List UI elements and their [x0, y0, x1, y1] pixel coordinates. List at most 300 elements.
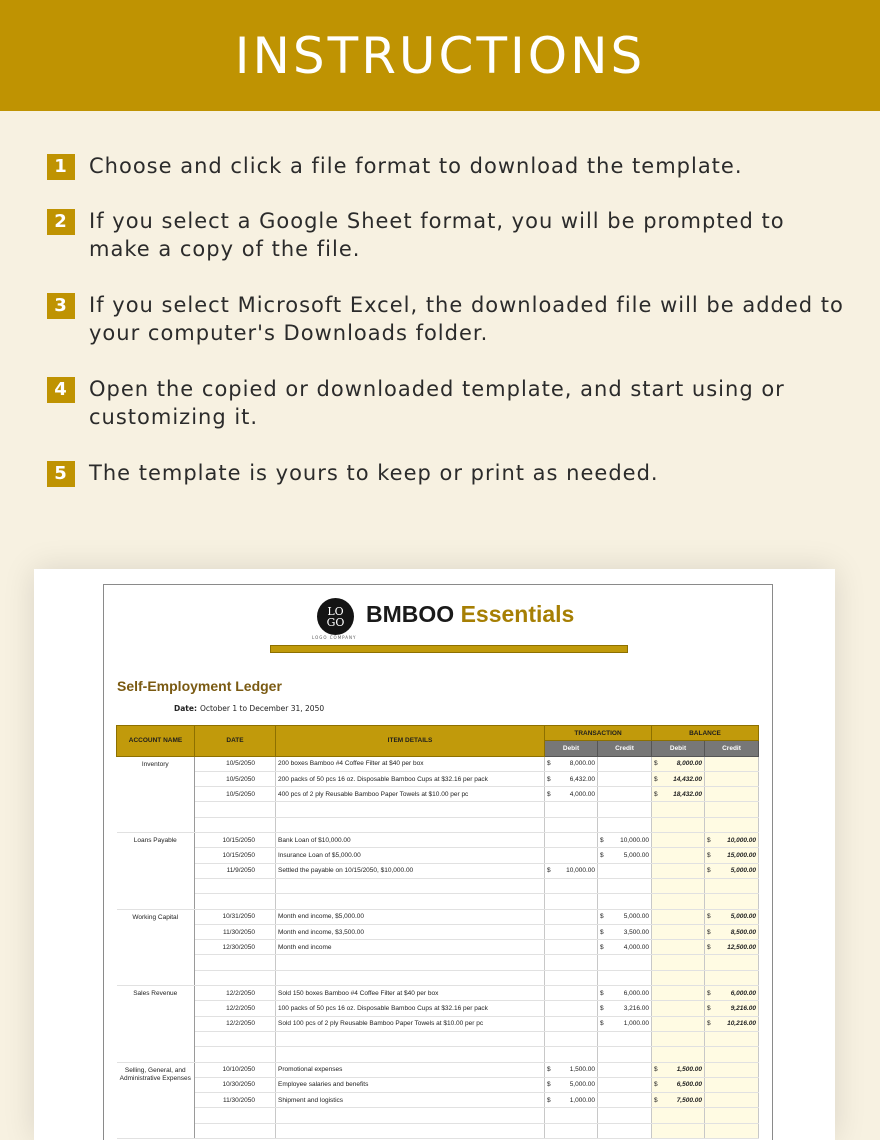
- step-5: [47, 459, 847, 487]
- table-row: [117, 924, 759, 939]
- balance-credit-cell: [705, 894, 759, 909]
- table-row: [117, 833, 759, 848]
- balance-debit-cell: [652, 771, 705, 786]
- transaction-debit-cell: [545, 986, 598, 1001]
- balance-credit-cell: [705, 1047, 759, 1062]
- date-cell: 11/30/2050: [195, 924, 276, 939]
- date-cell: [195, 1047, 276, 1062]
- item-details-cell: [276, 802, 545, 817]
- amount: 3,216.00: [623, 1004, 649, 1012]
- currency-symbol: $: [600, 836, 604, 844]
- item-details-cell: Insurance Loan of $5,000.00: [276, 848, 545, 863]
- amount: 6,432.00: [569, 775, 595, 783]
- currency-symbol: $: [600, 913, 604, 921]
- money-value: [547, 1066, 595, 1073]
- account-name-cell: Working Capital: [117, 909, 195, 985]
- balance-debit-cell: [652, 924, 705, 939]
- currency-symbol: $: [654, 760, 658, 768]
- balance-debit-cell: [652, 909, 705, 924]
- date-label: Date:: [174, 704, 197, 713]
- table-row: [117, 1062, 759, 1077]
- amount: 5,000.00: [623, 913, 649, 921]
- balance-credit-cell: [705, 1123, 759, 1138]
- date-cell: [195, 1031, 276, 1046]
- currency-symbol: $: [600, 852, 604, 860]
- date-cell: [195, 955, 276, 970]
- item-details-cell: [276, 817, 545, 832]
- date-cell: [195, 802, 276, 817]
- table-row: [117, 1108, 759, 1123]
- item-details-cell: [276, 955, 545, 970]
- transaction-debit-cell: [545, 1123, 598, 1138]
- money-value: [707, 913, 756, 920]
- item-details-cell: 200 boxes Bamboo #4 Coffee Filter at $40 per box: [276, 756, 545, 771]
- amount: 10,000.00: [620, 836, 649, 844]
- money-value: [707, 852, 756, 859]
- money-value: [600, 913, 649, 920]
- currency-symbol: $: [654, 1081, 658, 1089]
- table-row: [117, 1123, 759, 1138]
- brand-name: [366, 601, 574, 628]
- transaction-debit-cell: [545, 1047, 598, 1062]
- account-name-cell: Sales Revenue: [117, 986, 195, 1062]
- transaction-credit-cell: [598, 940, 652, 955]
- transaction-credit-cell: [598, 909, 652, 924]
- amount: 1,500.00: [676, 1066, 702, 1074]
- item-details-cell: 200 packs of 50 pcs 16 oz. Disposable Bamboo Cups at $32.16 per pack: [276, 771, 545, 786]
- date-cell: [195, 1108, 276, 1123]
- step-number-badge: 3: [47, 293, 75, 319]
- currency-symbol: $: [707, 989, 711, 997]
- transaction-debit-cell: [545, 970, 598, 985]
- col-balance: BALANCE: [652, 726, 759, 741]
- money-value: [600, 1020, 649, 1027]
- brand-main: BMBOO: [366, 601, 455, 627]
- item-details-cell: Bank Loan of $10,000.00: [276, 833, 545, 848]
- balance-credit-cell: [705, 771, 759, 786]
- step-number-badge: 5: [47, 461, 75, 487]
- balance-credit-cell: [705, 878, 759, 893]
- item-details-cell: 400 pcs of 2 ply Reusable Bamboo Paper Towels at $10.00 per pc: [276, 787, 545, 802]
- amount: 10,000.00: [727, 836, 756, 844]
- date-cell: 12/2/2050: [195, 986, 276, 1001]
- currency-symbol: $: [707, 943, 711, 951]
- item-details-cell: Sold 100 pcs of 2 ply Reusable Bamboo Paper Towels at $10.00 per pc: [276, 1016, 545, 1031]
- amount: 12,500.00: [727, 943, 756, 951]
- transaction-debit-cell: [545, 940, 598, 955]
- balance-debit-cell: [652, 1062, 705, 1077]
- transaction-debit-cell: [545, 1001, 598, 1016]
- date-cell: [195, 894, 276, 909]
- table-row: [117, 817, 759, 832]
- money-value: [707, 990, 756, 997]
- transaction-credit-cell: [598, 787, 652, 802]
- ledger-table: [116, 725, 759, 1139]
- table-row: [117, 848, 759, 863]
- transaction-credit-cell: [598, 756, 652, 771]
- transaction-debit-cell: [545, 1108, 598, 1123]
- item-details-cell: Month end income: [276, 940, 545, 955]
- balance-debit-cell: [652, 1001, 705, 1016]
- item-details-cell: [276, 878, 545, 893]
- balance-credit-cell: [705, 955, 759, 970]
- item-details-cell: 100 packs of 50 pcs 16 oz. Disposable Bamboo Cups at $32.16 per pack: [276, 1001, 545, 1016]
- table-row: [117, 955, 759, 970]
- balance-debit-cell: [652, 1016, 705, 1031]
- date-cell: 12/2/2050: [195, 1016, 276, 1031]
- date-cell: 10/15/2050: [195, 848, 276, 863]
- currency-symbol: $: [707, 1020, 711, 1028]
- currency-symbol: $: [600, 989, 604, 997]
- date-cell: 10/31/2050: [195, 909, 276, 924]
- step-number-badge: 2: [47, 209, 75, 235]
- currency-symbol: $: [654, 1066, 658, 1074]
- logo-icon: [317, 598, 354, 635]
- currency-symbol: $: [707, 928, 711, 936]
- balance-debit-cell: [652, 1108, 705, 1123]
- ledger-body: [117, 756, 759, 1138]
- balance-credit-cell: [705, 909, 759, 924]
- transaction-credit-cell: [598, 1047, 652, 1062]
- transaction-debit-cell: [545, 863, 598, 878]
- item-details-cell: [276, 1047, 545, 1062]
- transaction-debit-cell: [545, 1093, 598, 1108]
- money-value: [600, 837, 649, 844]
- col-transaction-credit: Credit: [598, 741, 652, 756]
- balance-credit-cell: [705, 848, 759, 863]
- col-item-details: ITEM DETAILS: [276, 726, 545, 757]
- balance-credit-cell: [705, 1108, 759, 1123]
- amount: 5,000.00: [569, 1081, 595, 1089]
- transaction-debit-cell: [545, 909, 598, 924]
- table-row: [117, 771, 759, 786]
- currency-symbol: $: [600, 1020, 604, 1028]
- logo-caption: LOGO COMPANY: [312, 635, 357, 640]
- currency-symbol: $: [547, 1096, 551, 1104]
- money-value: [707, 837, 756, 844]
- step-1: [47, 152, 847, 180]
- step-text: Choose and click a file format to download the template.: [89, 154, 743, 178]
- balance-debit-cell: [652, 970, 705, 985]
- item-details-cell: Shipment and logistics: [276, 1093, 545, 1108]
- date-cell: 10/5/2050: [195, 771, 276, 786]
- transaction-credit-cell: [598, 863, 652, 878]
- instructions-header: [0, 0, 880, 111]
- transaction-credit-cell: [598, 833, 652, 848]
- transaction-credit-cell: [598, 1108, 652, 1123]
- col-account-name: ACCOUNT NAME: [117, 726, 195, 757]
- currency-symbol: $: [547, 1066, 551, 1074]
- balance-credit-cell: [705, 1031, 759, 1046]
- money-value: [547, 776, 595, 783]
- amount: 8,000.00: [569, 760, 595, 768]
- balance-debit-cell: [652, 802, 705, 817]
- money-value: [707, 929, 756, 936]
- table-row: [117, 863, 759, 878]
- balance-credit-cell: [705, 817, 759, 832]
- amount: 9,216.00: [730, 1004, 756, 1012]
- transaction-credit-cell: [598, 894, 652, 909]
- step-number-badge: 4: [47, 377, 75, 403]
- transaction-credit-cell: [598, 1077, 652, 1092]
- col-balance-debit: Debit: [652, 741, 705, 756]
- item-details-cell: [276, 894, 545, 909]
- transaction-credit-cell: [598, 955, 652, 970]
- date-cell: 10/30/2050: [195, 1077, 276, 1092]
- step-text: If you select Microsoft Excel, the downloaded file will be added to your computer's Downloads folder.: [89, 293, 844, 345]
- date-cell: [195, 878, 276, 893]
- step-2: [47, 207, 847, 263]
- currency-symbol: $: [547, 775, 551, 783]
- brand-accent: Essentials: [460, 601, 575, 627]
- balance-debit-cell: [652, 817, 705, 832]
- date-cell: 11/9/2050: [195, 863, 276, 878]
- money-value: [707, 1005, 756, 1012]
- money-value: [547, 760, 595, 767]
- transaction-credit-cell: [598, 986, 652, 1001]
- transaction-credit-cell: [598, 802, 652, 817]
- amount: 5,000.00: [623, 852, 649, 860]
- transaction-debit-cell: [545, 955, 598, 970]
- amount: 4,000.00: [569, 790, 595, 798]
- transaction-credit-cell: [598, 1016, 652, 1031]
- step-text: Open the copied or downloaded template, and start using or customizing it.: [89, 377, 785, 429]
- amount: 3,500.00: [623, 928, 649, 936]
- amount: 1,000.00: [569, 1096, 595, 1104]
- amount: 4,000.00: [623, 943, 649, 951]
- item-details-cell: Month end income, $3,500.00: [276, 924, 545, 939]
- transaction-debit-cell: [545, 817, 598, 832]
- table-row: [117, 1077, 759, 1092]
- table-row: [117, 878, 759, 893]
- step-text: The template is yours to keep or print as needed.: [89, 461, 659, 485]
- balance-debit-cell: [652, 1047, 705, 1062]
- table-row: [117, 894, 759, 909]
- currency-symbol: $: [547, 790, 551, 798]
- date-cell: 10/5/2050: [195, 787, 276, 802]
- amount: 10,000.00: [566, 867, 595, 875]
- money-value: [707, 867, 756, 874]
- transaction-credit-cell: [598, 771, 652, 786]
- amount: 6,000.00: [623, 989, 649, 997]
- date-value: October 1 to December 31, 2050: [199, 704, 325, 713]
- date-cell: 11/30/2050: [195, 1093, 276, 1108]
- table-row: [117, 787, 759, 802]
- item-details-cell: [276, 1108, 545, 1123]
- currency-symbol: $: [707, 867, 711, 875]
- transaction-credit-cell: [598, 1001, 652, 1016]
- money-value: [600, 852, 649, 859]
- balance-debit-cell: [652, 1031, 705, 1046]
- ledger-sheet: [103, 584, 773, 1140]
- date-cell: [195, 970, 276, 985]
- step-4: [47, 375, 847, 431]
- col-balance-credit: Credit: [705, 741, 759, 756]
- amount: 5,000.00: [730, 913, 756, 921]
- currency-symbol: $: [707, 836, 711, 844]
- amount: 8,000.00: [676, 760, 702, 768]
- account-name-cell: Selling, General, and Administrative Expenses: [117, 1062, 195, 1138]
- money-value: [654, 1097, 702, 1104]
- balance-debit-cell: [652, 940, 705, 955]
- item-details-cell: [276, 1031, 545, 1046]
- step-number-badge: 1: [47, 154, 75, 180]
- amount: 1,000.00: [623, 1020, 649, 1028]
- transaction-credit-cell: [598, 1031, 652, 1046]
- money-value: [654, 760, 702, 767]
- balance-credit-cell: [705, 1016, 759, 1031]
- currency-symbol: $: [707, 852, 711, 860]
- item-details-cell: Employee salaries and benefits: [276, 1077, 545, 1092]
- balance-debit-cell: [652, 848, 705, 863]
- item-details-cell: Promotional expenses: [276, 1062, 545, 1077]
- money-value: [654, 776, 702, 783]
- balance-debit-cell: [652, 1077, 705, 1092]
- logo-text-top: LO: [327, 604, 344, 618]
- date-cell: 12/2/2050: [195, 1001, 276, 1016]
- amount: 6,000.00: [730, 989, 756, 997]
- balance-credit-cell: [705, 924, 759, 939]
- transaction-debit-cell: [545, 756, 598, 771]
- money-value: [707, 944, 756, 951]
- date-range: [174, 704, 324, 713]
- transaction-credit-cell: [598, 1123, 652, 1138]
- date-cell: [195, 1123, 276, 1138]
- balance-credit-cell: [705, 756, 759, 771]
- amount: 10,216.00: [727, 1020, 756, 1028]
- transaction-debit-cell: [545, 771, 598, 786]
- money-value: [600, 944, 649, 951]
- transaction-credit-cell: [598, 817, 652, 832]
- balance-credit-cell: [705, 1001, 759, 1016]
- balance-credit-cell: [705, 833, 759, 848]
- money-value: [600, 929, 649, 936]
- table-row: [117, 1001, 759, 1016]
- transaction-debit-cell: [545, 802, 598, 817]
- date-cell: 10/15/2050: [195, 833, 276, 848]
- currency-symbol: $: [547, 867, 551, 875]
- balance-debit-cell: [652, 986, 705, 1001]
- balance-debit-cell: [652, 1123, 705, 1138]
- table-row: [117, 802, 759, 817]
- money-value: [547, 1097, 595, 1104]
- amount: 7,500.00: [676, 1096, 702, 1104]
- balance-debit-cell: [652, 894, 705, 909]
- transaction-credit-cell: [598, 924, 652, 939]
- transaction-debit-cell: [545, 848, 598, 863]
- balance-debit-cell: [652, 955, 705, 970]
- currency-symbol: $: [600, 928, 604, 936]
- transaction-debit-cell: [545, 833, 598, 848]
- instruction-steps: [47, 152, 847, 487]
- amount: 5,000.00: [730, 867, 756, 875]
- currency-symbol: $: [600, 1004, 604, 1012]
- col-date: DATE: [195, 726, 276, 757]
- table-row: [117, 986, 759, 1001]
- account-name-cell: Inventory: [117, 756, 195, 832]
- money-value: [600, 1005, 649, 1012]
- transaction-debit-cell: [545, 1077, 598, 1092]
- balance-debit-cell: [652, 863, 705, 878]
- amount: 15,000.00: [727, 852, 756, 860]
- item-details-cell: Sold 150 boxes Bamboo #4 Coffee Filter at $40 per box: [276, 986, 545, 1001]
- transaction-credit-cell: [598, 1093, 652, 1108]
- logo-text-bottom: GO: [326, 615, 345, 629]
- currency-symbol: $: [707, 1004, 711, 1012]
- step-3: [47, 291, 847, 347]
- item-details-cell: [276, 970, 545, 985]
- transaction-debit-cell: [545, 878, 598, 893]
- transaction-credit-cell: [598, 1062, 652, 1077]
- balance-debit-cell: [652, 878, 705, 893]
- money-value: [654, 1081, 702, 1088]
- table-row: [117, 1016, 759, 1031]
- balance-debit-cell: [652, 1093, 705, 1108]
- currency-symbol: $: [654, 790, 658, 798]
- amount: 14,432.00: [673, 775, 702, 783]
- amount: 1,500.00: [569, 1066, 595, 1074]
- money-value: [654, 1066, 702, 1073]
- transaction-debit-cell: [545, 1062, 598, 1077]
- balance-debit-cell: [652, 756, 705, 771]
- date-cell: 12/30/2050: [195, 940, 276, 955]
- step-text: If you select a Google Sheet format, you will be prompted to make a copy of the file.: [89, 209, 785, 261]
- transaction-debit-cell: [545, 894, 598, 909]
- table-row: [117, 756, 759, 771]
- table-row: [117, 1047, 759, 1062]
- balance-credit-cell: [705, 787, 759, 802]
- brand-divider: [270, 645, 628, 653]
- amount: 6,500.00: [676, 1081, 702, 1089]
- transaction-credit-cell: [598, 878, 652, 893]
- amount: 18,432.00: [673, 790, 702, 798]
- currency-symbol: $: [707, 913, 711, 921]
- date-cell: 10/5/2050: [195, 756, 276, 771]
- table-row: [117, 1031, 759, 1046]
- currency-symbol: $: [547, 760, 551, 768]
- currency-symbol: $: [654, 1096, 658, 1104]
- balance-credit-cell: [705, 986, 759, 1001]
- ledger-title: Self-Employment Ledger: [117, 678, 282, 694]
- item-details-cell: Month end income, $5,000.00: [276, 909, 545, 924]
- balance-credit-cell: [705, 1093, 759, 1108]
- money-value: [600, 990, 649, 997]
- table-row: [117, 909, 759, 924]
- balance-credit-cell: [705, 802, 759, 817]
- transaction-debit-cell: [545, 787, 598, 802]
- money-value: [547, 791, 595, 798]
- money-value: [707, 1020, 756, 1027]
- page-title: INSTRUCTIONS: [234, 26, 646, 85]
- currency-symbol: $: [654, 775, 658, 783]
- money-value: [547, 1081, 595, 1088]
- account-name-cell: Loans Payable: [117, 833, 195, 909]
- transaction-debit-cell: [545, 924, 598, 939]
- balance-credit-cell: [705, 1062, 759, 1077]
- transaction-credit-cell: [598, 848, 652, 863]
- template-preview-card: [34, 569, 835, 1140]
- balance-debit-cell: [652, 787, 705, 802]
- transaction-credit-cell: [598, 970, 652, 985]
- table-row: [117, 940, 759, 955]
- currency-symbol: $: [547, 1081, 551, 1089]
- date-cell: [195, 817, 276, 832]
- balance-credit-cell: [705, 863, 759, 878]
- table-row: [117, 1093, 759, 1108]
- balance-credit-cell: [705, 940, 759, 955]
- item-details-cell: [276, 1123, 545, 1138]
- col-transaction: TRANSACTION: [545, 726, 652, 741]
